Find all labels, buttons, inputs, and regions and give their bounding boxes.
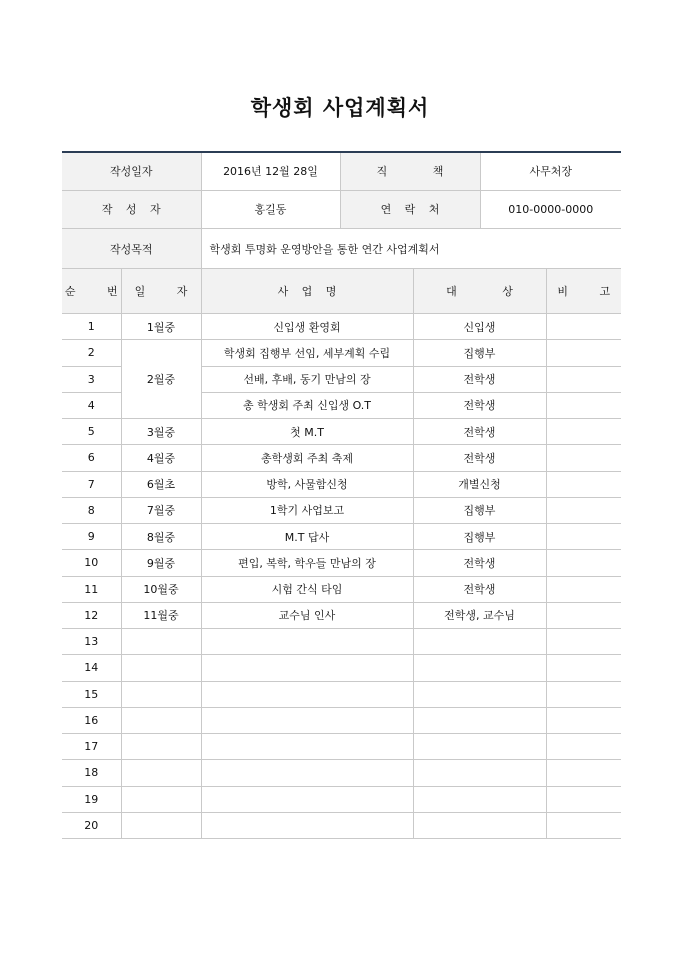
row-no-cell[interactable]: 20	[62, 812, 121, 838]
table-row	[62, 497, 621, 523]
row-project-cell[interactable]: 총 학생회 주최 신입생 O.T	[201, 392, 413, 418]
row-note-cell[interactable]	[546, 576, 621, 602]
row-no-cell[interactable]: 5	[62, 419, 121, 445]
row-project-cell[interactable]: 방학, 사물함신청	[201, 471, 413, 497]
row-no-cell[interactable]: 2	[62, 340, 121, 366]
author-label: 작 성 자	[62, 190, 201, 228]
row-target-cell[interactable]	[413, 629, 546, 655]
row-date-cell[interactable]: 6월초	[121, 471, 201, 497]
row-no-cell[interactable]: 15	[62, 681, 121, 707]
row-date-cell[interactable]	[121, 786, 201, 812]
position-label: 직 책	[340, 152, 480, 190]
row-date-cell[interactable]	[121, 707, 201, 733]
row-target-cell[interactable]: 개별신청	[413, 471, 546, 497]
row-no-cell[interactable]: 12	[62, 602, 121, 628]
table-row	[62, 786, 621, 812]
row-project-cell[interactable]	[201, 786, 413, 812]
table-row	[62, 707, 621, 733]
row-target-cell[interactable]: 집행부	[413, 524, 546, 550]
table-row	[62, 734, 621, 760]
author-value[interactable]: 홍길동	[201, 190, 340, 228]
table-row	[62, 760, 621, 786]
row-target-cell[interactable]: 집행부	[413, 497, 546, 523]
row-target-cell[interactable]: 전학생	[413, 576, 546, 602]
plan-header-row	[62, 269, 621, 314]
row-no-cell[interactable]: 16	[62, 707, 121, 733]
row-date-cell[interactable]: 4월중	[121, 445, 201, 471]
row-note-cell[interactable]	[546, 550, 621, 576]
row-project-cell[interactable]: 시험 간식 타임	[201, 576, 413, 602]
row-note-cell[interactable]	[546, 655, 621, 681]
row-project-cell[interactable]: 총학생회 주최 축제	[201, 445, 413, 471]
row-no-cell[interactable]: 9	[62, 524, 121, 550]
row-note-cell[interactable]	[546, 681, 621, 707]
row-project-cell[interactable]: 첫 M.T	[201, 419, 413, 445]
row-project-cell[interactable]: 학생회 집행부 선임, 세부계획 수립	[201, 340, 413, 366]
row-note-cell[interactable]	[546, 445, 621, 471]
row-target-cell[interactable]	[413, 655, 546, 681]
purpose-value[interactable]: 학생회 투명화 운영방안을 통한 연간 사업계획서	[201, 228, 621, 269]
row-date-cell[interactable]: 9월중	[121, 550, 201, 576]
table-row	[62, 681, 621, 707]
contact-value[interactable]: 010-0000-0000	[480, 190, 621, 228]
date-value[interactable]: 2016년 12월 28일	[201, 152, 340, 190]
row-target-cell[interactable]	[413, 786, 546, 812]
row-target-cell[interactable]	[413, 681, 546, 707]
row-target-cell[interactable]	[413, 812, 546, 838]
row-project-cell[interactable]: M.T 답사	[201, 524, 413, 550]
row-project-cell[interactable]	[201, 812, 413, 838]
row-target-cell[interactable]: 전학생	[413, 419, 546, 445]
row-target-cell[interactable]: 집행부	[413, 340, 546, 366]
row-project-cell[interactable]	[201, 655, 413, 681]
table-row	[62, 629, 621, 655]
row-note-cell[interactable]	[546, 497, 621, 523]
table-row	[62, 419, 621, 445]
row-project-cell[interactable]: 신입생 환영회	[201, 314, 413, 340]
date-label: 작성일자	[62, 152, 201, 190]
row-date-cell[interactable]	[121, 655, 201, 681]
row-target-cell[interactable]	[413, 707, 546, 733]
row-note-cell[interactable]	[546, 314, 621, 340]
row-no-cell[interactable]: 19	[62, 786, 121, 812]
row-project-cell[interactable]	[201, 707, 413, 733]
header-project: 사 업 명	[201, 269, 413, 314]
row-note-cell[interactable]	[546, 629, 621, 655]
row-date-cell[interactable]: 11월중	[121, 602, 201, 628]
row-project-cell[interactable]	[201, 760, 413, 786]
purpose-label: 작성목적	[62, 228, 201, 269]
row-target-cell[interactable]	[413, 734, 546, 760]
row-project-cell[interactable]: 교수님 인사	[201, 602, 413, 628]
row-date-cell[interactable]: 3월중	[121, 419, 201, 445]
row-project-cell[interactable]: 선배, 후배, 동기 만남의 장	[201, 366, 413, 392]
row-date-cell[interactable]	[121, 629, 201, 655]
position-value[interactable]: 사무처장	[480, 152, 621, 190]
table-row	[62, 445, 621, 471]
row-no-cell[interactable]: 17	[62, 734, 121, 760]
row-no-cell[interactable]: 7	[62, 471, 121, 497]
row-no-cell[interactable]: 8	[62, 497, 121, 523]
table-row	[62, 340, 621, 366]
row-note-cell[interactable]	[546, 734, 621, 760]
row-no-cell[interactable]: 14	[62, 655, 121, 681]
row-no-cell[interactable]: 18	[62, 760, 121, 786]
table-row	[62, 314, 621, 340]
row-target-cell[interactable]: 신입생	[413, 314, 546, 340]
row-date-cell[interactable]: 7월중	[121, 497, 201, 523]
row-note-cell[interactable]	[546, 760, 621, 786]
row-note-cell[interactable]	[546, 602, 621, 628]
row-project-cell[interactable]	[201, 734, 413, 760]
row-note-cell[interactable]	[546, 366, 621, 392]
plan-table	[62, 268, 621, 839]
row-date-cell[interactable]: 1월중	[121, 314, 201, 340]
row-date-cell[interactable]	[121, 812, 201, 838]
row-note-cell[interactable]	[546, 812, 621, 838]
table-row	[62, 550, 621, 576]
row-target-cell[interactable]: 전학생	[413, 392, 546, 418]
row-note-cell[interactable]	[546, 340, 621, 366]
row-no-cell[interactable]: 6	[62, 445, 121, 471]
header-no: 순 번	[62, 269, 121, 314]
document-title: 학생회 사업계획서	[250, 96, 430, 120]
row-no-cell[interactable]: 13	[62, 629, 121, 655]
row-no-cell[interactable]: 10	[62, 550, 121, 576]
info-row-author	[62, 190, 621, 228]
table-row	[62, 576, 621, 602]
table-row	[62, 524, 621, 550]
row-target-cell[interactable]: 전학생	[413, 445, 546, 471]
row-date-cell[interactable]: 8월중	[121, 524, 201, 550]
row-no-cell[interactable]: 3	[62, 366, 121, 392]
row-note-cell[interactable]	[546, 392, 621, 418]
row-project-cell[interactable]	[201, 681, 413, 707]
row-note-cell[interactable]	[546, 524, 621, 550]
row-target-cell[interactable]: 전학생	[413, 550, 546, 576]
row-no-cell[interactable]: 4	[62, 392, 121, 418]
row-target-cell[interactable]: 전학생	[413, 366, 546, 392]
info-row-purpose	[62, 228, 621, 269]
row-date-cell[interactable]	[121, 760, 201, 786]
row-note-cell[interactable]	[546, 471, 621, 497]
row-note-cell[interactable]	[546, 419, 621, 445]
header-date: 일 자	[121, 269, 201, 314]
row-no-cell[interactable]: 11	[62, 576, 121, 602]
header-target: 대 상	[413, 269, 546, 314]
row-note-cell[interactable]	[546, 707, 621, 733]
row-project-cell[interactable]: 1학기 사업보고	[201, 497, 413, 523]
row-no-cell[interactable]: 1	[62, 314, 121, 340]
row-target-cell[interactable]: 전학생, 교수님	[413, 602, 546, 628]
table-row	[62, 812, 621, 838]
info-row-date	[62, 152, 621, 190]
table-row	[62, 602, 621, 628]
plan-body	[62, 314, 621, 839]
row-date-cell[interactable]: 10월중	[121, 576, 201, 602]
contact-label: 연 락 처	[340, 190, 480, 228]
row-date-cell[interactable]: 2월중	[121, 340, 201, 419]
table-row	[62, 655, 621, 681]
header-note: 비 고	[546, 269, 621, 314]
row-date-cell[interactable]	[121, 681, 201, 707]
row-date-cell[interactable]	[121, 734, 201, 760]
row-note-cell[interactable]	[546, 786, 621, 812]
row-project-cell[interactable]: 편입, 복학, 학우들 만남의 장	[201, 550, 413, 576]
row-target-cell[interactable]	[413, 760, 546, 786]
table-row	[62, 471, 621, 497]
info-table	[62, 151, 621, 270]
row-project-cell[interactable]	[201, 629, 413, 655]
